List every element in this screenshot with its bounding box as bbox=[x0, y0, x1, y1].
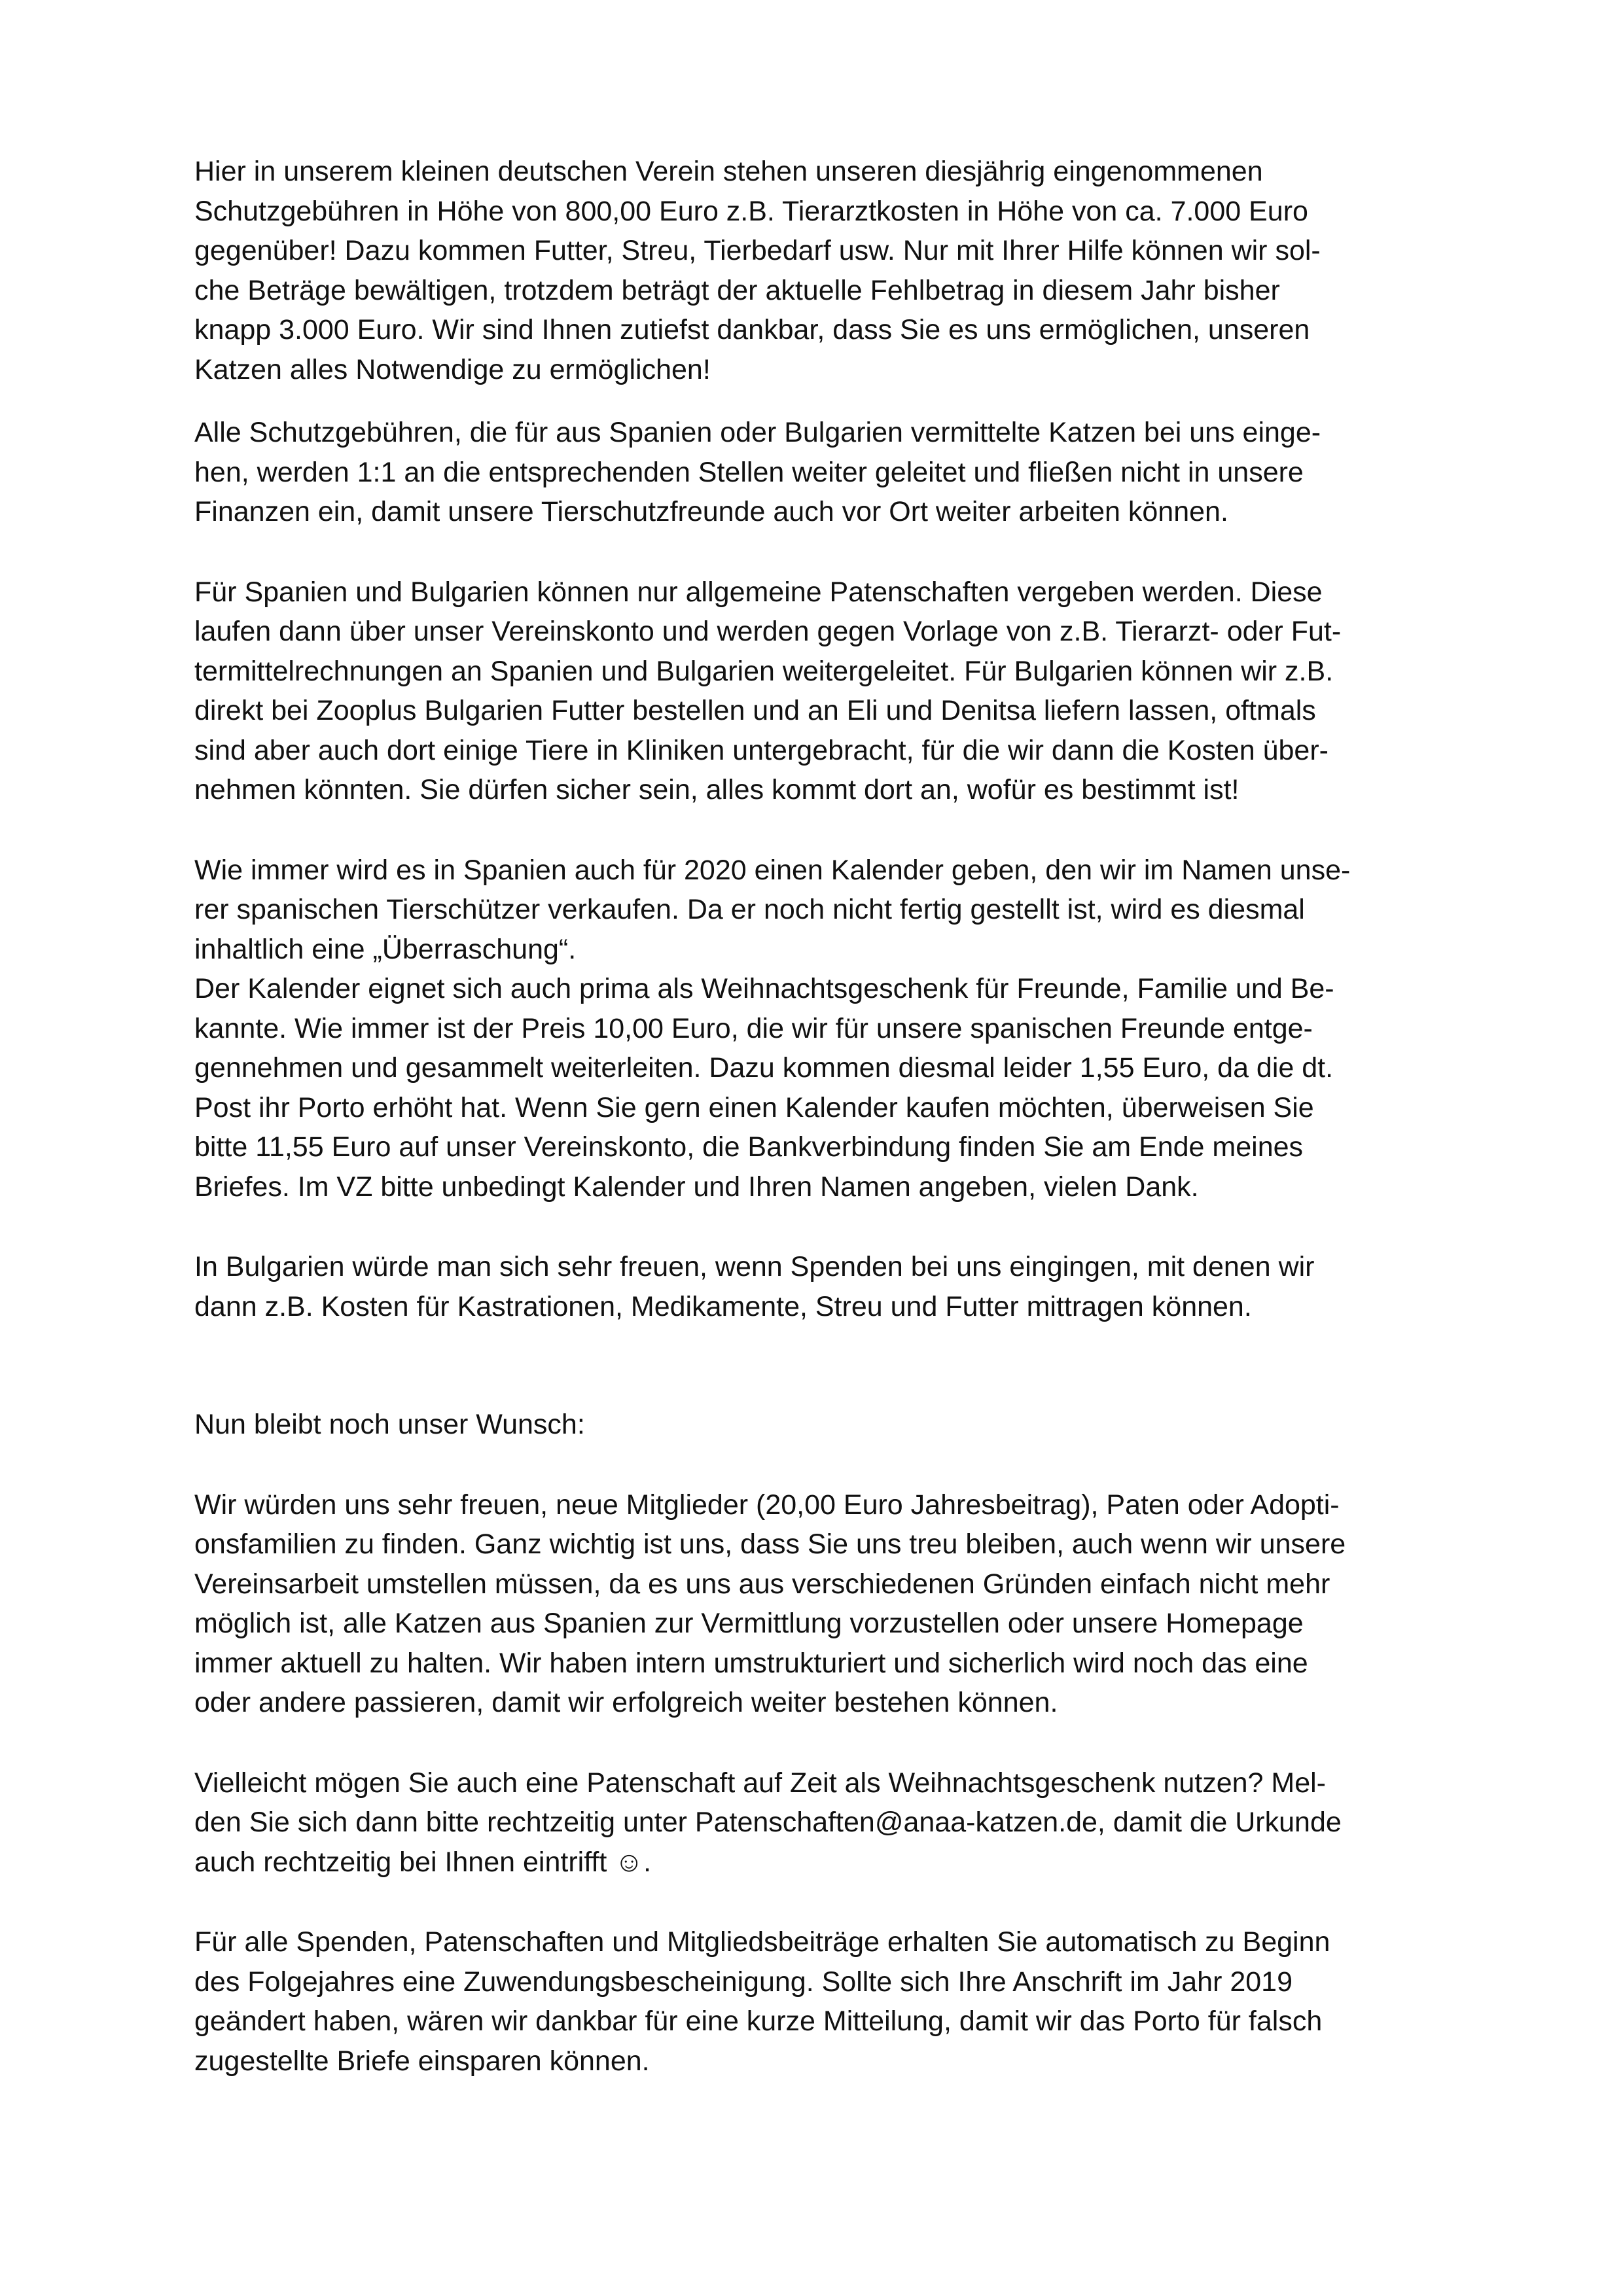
paragraph-sponsorships: Für Spanien und Bulgarien können nur allgemeine Patenschaften vergeben werden. Diese laufen dann über unser Vereinskonto und werden gegen Vorlage von z.B. Tierarzt- oder Fut- termittelrechnungen an Spanien und Bulgarien weitergeleitet. Für Bulgarien können wir z.B. direkt bei Zooplus Bulgarien Futter bestellen und an Eli und Denitsa liefern lassen, oftmals sind aber auch dort einige Tiere in Kliniken untergebracht, für die wir dann die Kosten über- nehmen könnten. Sie dürfen sicher sein, alles kommt dort an, wofür es bestimmt ist! bbox=[194, 576, 1342, 805]
paragraph-spacer bbox=[194, 389, 1441, 413]
paragraph-spacer bbox=[194, 532, 1441, 573]
paragraph-protection-fees: Alle Schutzgebühren, die für aus Spanien oder Bulgarien vermittelte Katzen bei uns einge- hen, werden 1:1 an die entsprechenden Stellen weiter geleitet und fließen nicht in unsere Finanzen ein, damit unsere Tierschutzfreunde auch vor Ort weiter arbeiten können. bbox=[194, 417, 1321, 527]
letter-page bbox=[194, 152, 1441, 2246]
paragraph-donation-receipt: Für alle Spenden, Patenschaften und Mitgliedsbeiträge erhalten Sie automatisch zu Beginn des Folgejahres eine Zuwendungsbescheinigung. Sollte sich Ihre Anschrift im Jahr 2019 geändert haben, wären wir dankbar für eine kurze Mitteilung, damit wir das Porto für falsch zugestellte Briefe einsparen können. bbox=[194, 1926, 1330, 2077]
paragraph-spacer bbox=[194, 1326, 1441, 1405]
paragraph-spacer bbox=[194, 1207, 1441, 1247]
paragraph-spacer bbox=[194, 1882, 1441, 1922]
paragraph-members: Wir würden uns sehr freuen, neue Mitglieder (20,00 Euro Jahresbeitrag), Paten oder Adopti- onsfamilien zu finden. Ganz wichtig ist uns, dass Sie uns treu bleiben, auch wenn wir unsere Vereinsarbeit umstellen müssen, da es uns aus verschiedenen Gründen einfach nicht mehr möglich ist, alle Katzen aus Spanien zur Vermittlung vorzustellen oder unsere Homepage immer aktuell zu halten. Wir haben intern umstrukturiert und sicherlich wird noch das eine oder andere passieren, damit wir erfolgreich weiter bestehen können. bbox=[194, 1489, 1346, 1718]
paragraph-gift-sponsorship: Vielleicht mögen Sie auch eine Patenschaft auf Zeit als Weihnachtsgeschenk nutzen? Mel- den Sie sich dann bitte rechtzeitig unter Patenschaften@anaa-katzen.de, damit die Urkunde auch rechtzeitig bei Ihnen eintrifft ☺. bbox=[194, 1767, 1342, 1878]
paragraph-bulgaria-donations: In Bulgarien würde man sich sehr freuen, wenn Spenden bei uns eingingen, mit denen wir dann z.B. Kosten für Kastrationen, Medikamente, Streu und Futter mittragen können. bbox=[194, 1251, 1315, 1322]
paragraph-spacer bbox=[194, 1723, 1441, 1763]
paragraph-wish-heading: Nun bleibt noch unser Wunsch: bbox=[194, 1409, 585, 1440]
paragraph-spacer bbox=[194, 810, 1441, 851]
paragraph-finances: Hier in unserem kleinen deutschen Verein stehen unseren diesjährig eingenommenen Schutzgebühren in Höhe von 800,00 Euro z.B. Tierarztkosten in Höhe von ca. 7.000 Euro gegenüber! Dazu kommen Futter, Streu, Tierbedarf usw. Nur mit Ihrer Hilfe können wir sol- che Beträge bewältigen, trotzdem beträgt der aktuelle Fehlbetrag in diesem Jahr bisher knapp 3.000 Euro. Wir sind Ihnen zutiefst dankbar, dass Sie es uns ermöglichen, unseren Katzen alles Notwendige zu ermöglichen! bbox=[194, 156, 1321, 385]
paragraph-calendar: Wie immer wird es in Spanien auch für 2020 einen Kalender geben, den wir im Namen unse- rer spanischen Tierschützer verkaufen. Da er noch nicht fertig gestellt ist, wird es diesmal inhaltlich eine „Überraschung“. Der Kalender eignet sich auch prima als Weihnachtsgeschenk für Freunde, Familie und Be- kannte. Wie immer ist der Preis 10,00 Euro, die wir für unsere spanischen Freunde entge- gennehmen und gesammelt weiterleiten. Dazu kommen diesmal leider 1,55 Euro, da die dt. Post ihr Porto erhöht hat. Wenn Sie gern einen Kalender kaufen möchten, überweisen Sie bitte 11,55 Euro auf unser Vereinskonto, die Bankverbindung finden Sie am Ende meines Briefes. Im VZ bitte unbedingt Kalender und Ihren Namen angeben, vielen Dank. bbox=[194, 854, 1351, 1203]
paragraph-spacer bbox=[194, 1445, 1441, 1485]
